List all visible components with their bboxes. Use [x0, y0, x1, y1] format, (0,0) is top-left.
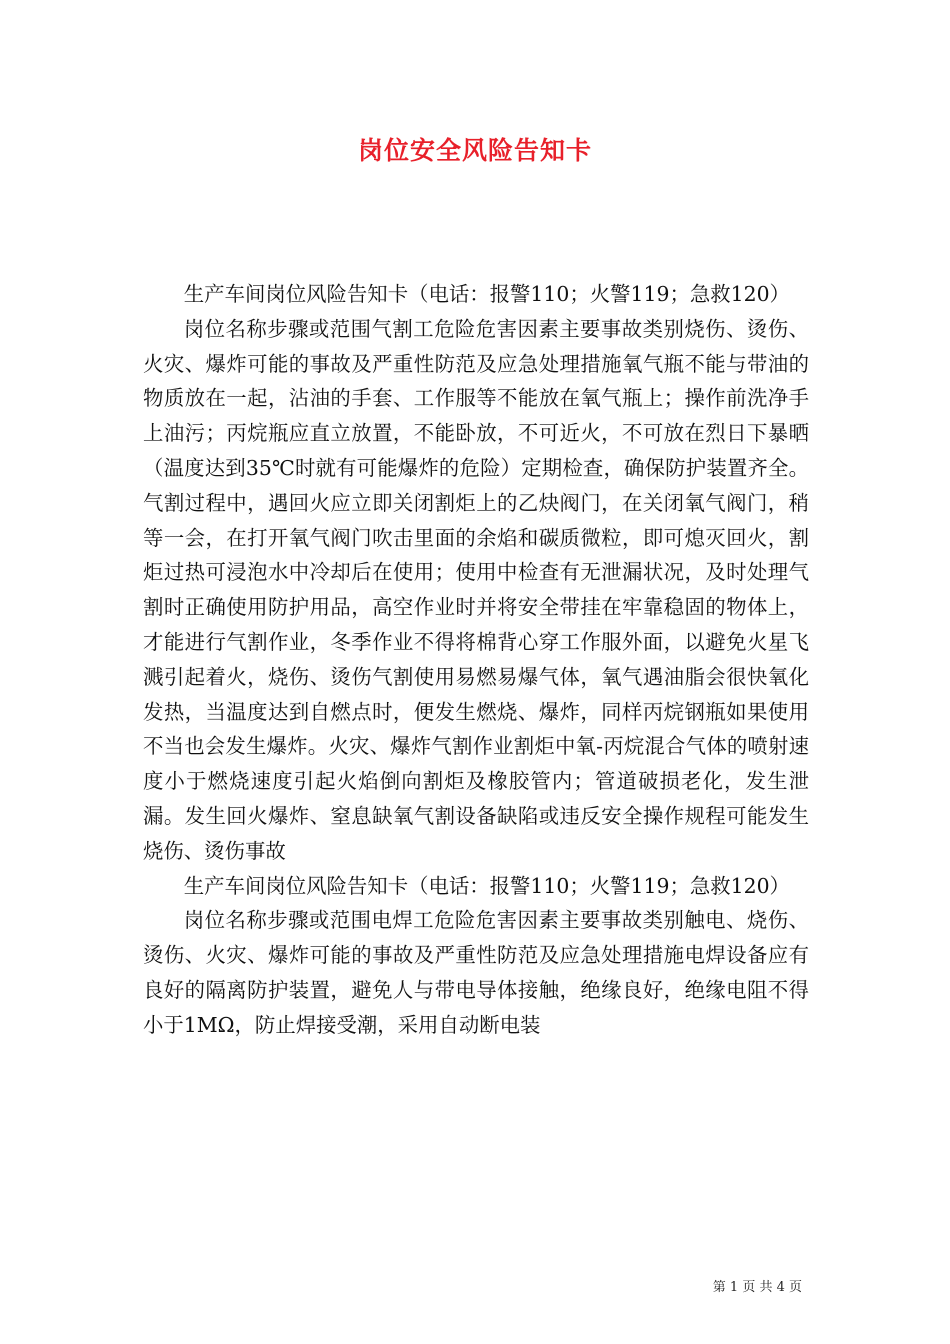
paragraph-welder: 岗位名称步骤或范围电焊工危险危害因素主要事故类别触电、烧伤、烫伤、火灾、爆炸可能的事故及严重性防范及应急处理措施电焊设备应有良好的隔离防护装置，避免人与带电导体接触，绝缘良好，绝缘电阻不得小于1MΩ，防止焊接受潮，采用自动断电装 [143, 908, 809, 1037]
document-body [143, 277, 809, 1043]
paragraph-gas-cutter: 岗位名称步骤或范围气割工危险危害因素主要事故类别烧伤、烫伤、火灾、爆炸可能的事故及严重性防范及应急处理措施氧气瓶不能与带油的物质放在一起，沾油的手套、工作服等不能放在氧气瓶上；操作前洗净手上油污；丙烷瓶应直立放置，不能卧放，不可近火，不可放在烈日下暴晒（温度达到35℃时就有可能爆炸的危险）定期检查，确保防护装置齐全。气割过程中，遇回火应立即关闭割炬上的乙炔阀门，在关闭氧气阀门，稍等一会，在打开氧气阀门吹击里面的余焰和碳质微粒，即可熄灭回火，割炬过热可浸泡水中冷却后在使用；使用中检查有无泄漏状况，及时处理气割时正确使用防护用品，高空作业时并将安全带挂在牢靠稳固的物体上，才能进行气割作业，冬季作业不得将棉背心穿工作服外面，以避免火星飞溅引起着火，烧伤、烫伤气割使用易燃易爆气体，氧气遇油脂会很快氧化发热，当温度达到自燃点时，便发生燃烧、爆炸，同样丙烷钢瓶如果使用不当也会发生爆炸。火灾、爆炸气割作业割炬中氧-丙烷混合气体的喷射速度小于燃烧速度引起火焰倒向割炬及橡胶管内；管道破损老化，发生泄漏。发生回火爆炸、窒息缺氧气割设备缺陷或违反安全操作规程可能发生烧伤、烫伤事故 [143, 316, 809, 863]
paragraph-contact-1: 生产车间岗位风险告知卡（电话：报警110；火警119；急救120） [183, 282, 790, 306]
page-number: 第 1 页 共 4 页 [712, 1280, 802, 1295]
document-title: 岗位安全风险告知卡 [357, 136, 592, 165]
paragraph-contact-2: 生产车间岗位风险告知卡（电话：报警110；火警119；急救120） [183, 873, 790, 898]
